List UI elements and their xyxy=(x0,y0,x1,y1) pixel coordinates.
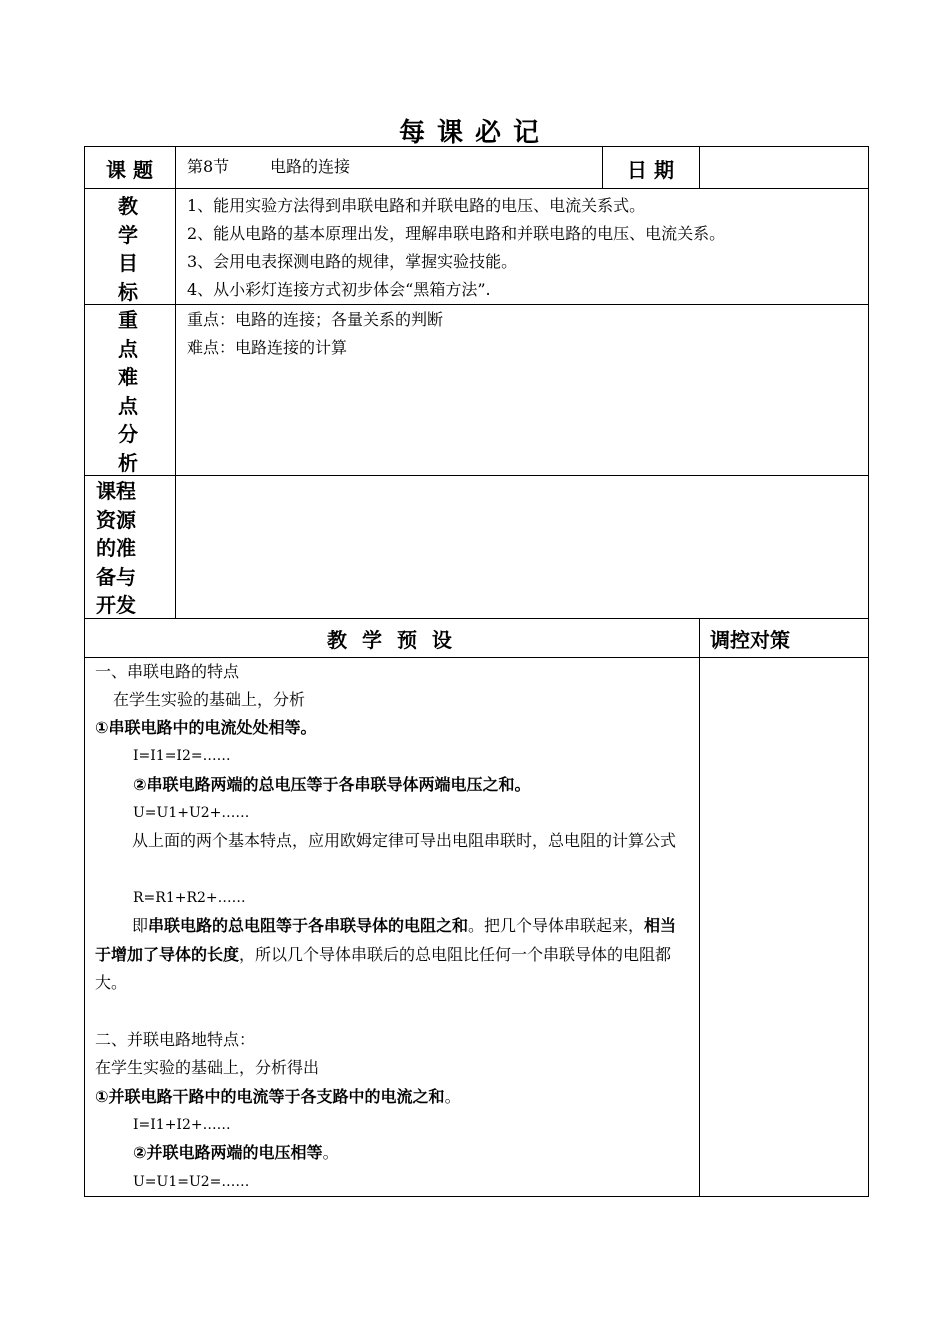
formula: I=I1+I2+…… xyxy=(133,1117,231,1133)
key-point: 重点：电路的连接；各量关系的判断 xyxy=(187,310,444,329)
difficult-point: 难点：电路连接的计算 xyxy=(187,338,348,357)
derivation-text: 从上面的两个基本特点，应用欧姆定律可导出电阻串联时，总电阻的计算公式 xyxy=(132,831,677,850)
topic-name: 电路的连接 xyxy=(270,157,351,176)
keypoints-label: 重 点 难 点 分 析 xyxy=(118,308,138,475)
preset-header: 教 学 预 设 xyxy=(327,628,456,652)
formula: R=R1+R2+…… xyxy=(133,890,246,906)
section-title: 一、串联电路的特点 xyxy=(95,662,240,681)
column-divider xyxy=(175,146,176,618)
resources-label: 课程 资源 的准 备与 开发 xyxy=(96,479,136,617)
objective-item: 2、能从电路的基本原理出发，理解串联电路和并联电路的电压、电流关系。 xyxy=(187,224,726,243)
principle-line: ②并联电路两端的电压相等。 xyxy=(133,1143,339,1162)
row-divider xyxy=(84,188,869,189)
row-divider xyxy=(84,475,869,476)
objective-item: 4、从小彩灯连接方式初步体会“黑箱方法”. xyxy=(187,280,491,299)
section-intro: 在学生实验的基础上，分析得出 xyxy=(95,1058,320,1077)
topic-label: 课 题 xyxy=(106,158,153,182)
formula: U=U1=U2=…… xyxy=(133,1174,250,1190)
page-title: 每课必记 xyxy=(398,118,551,148)
objective-item: 1、能用实验方法得到串联电路和并联电路的电压、电流关系式。 xyxy=(187,196,646,215)
date-value xyxy=(700,147,868,188)
formula: U=U1+U2+…… xyxy=(133,805,250,821)
date-label: 日 期 xyxy=(627,158,674,182)
column-divider xyxy=(699,618,700,1197)
principle-line: ②串联电路两端的总电压等于各串联导体两端电压之和。 xyxy=(133,775,531,794)
control-header: 调控对策 xyxy=(710,628,790,652)
objective-item: 3、会用电表探测电路的规律，掌握实验技能。 xyxy=(187,252,518,271)
objectives-label: 教 学 目 标 xyxy=(118,194,138,304)
principle-line: ①串联电路中的电流处处相等。 xyxy=(95,718,317,737)
section-intro: 在学生实验的基础上，分析 xyxy=(113,690,306,709)
principle-line: ①并联电路干路中的电流等于各支路中的电流之和。 xyxy=(95,1087,461,1106)
conclusion-text: 即串联电路的总电阻等于各串联导体的电阻之和。把几个导体串联起来，相当于增加了导体的长度，所以几个导体串联后的总电阻比任何一个串联导体的电阻都大。 xyxy=(95,916,677,992)
row-divider xyxy=(84,618,869,619)
section-title: 二、并联电路地特点： xyxy=(95,1030,256,1049)
topic-section: 第8节 xyxy=(187,157,230,176)
formula: I=I1=I2=…… xyxy=(133,748,231,764)
